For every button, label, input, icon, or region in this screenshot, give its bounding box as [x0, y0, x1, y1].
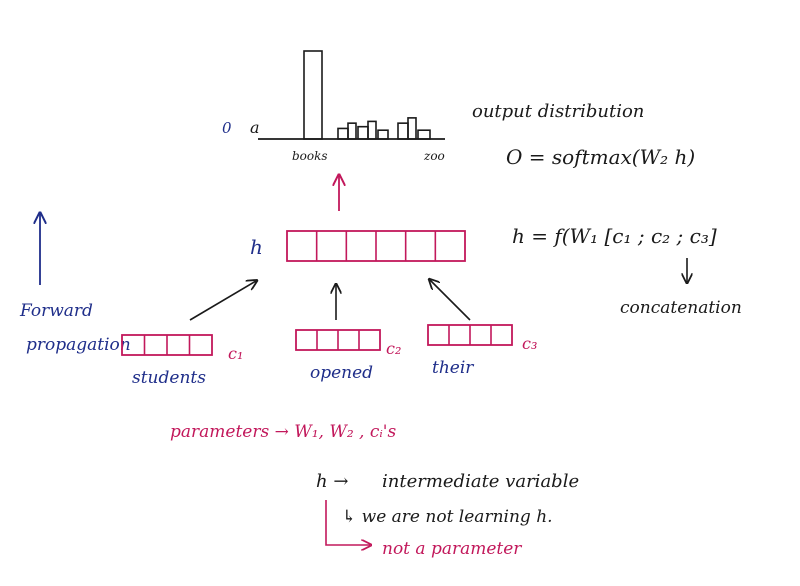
input-vector-label: c₁ — [228, 344, 244, 363]
histogram-books-label: books — [292, 149, 328, 163]
parameters-note: parameters → W₁, W₂ , cᵢ's — [170, 422, 397, 442]
softmax-equation: O = softmax(W₂ h) — [506, 145, 696, 169]
c3-to-hidden-arrow — [430, 280, 470, 320]
histogram-a-label: a — [250, 118, 260, 137]
concatenation-label: concatenation — [620, 298, 742, 318]
input-vector-3 — [428, 325, 537, 378]
hidden-vector — [287, 231, 465, 261]
input-vector-label: c₂ — [386, 339, 402, 358]
histogram-bar — [398, 123, 408, 139]
output-distribution-title: output distribution — [472, 101, 645, 122]
not-learning-note: ↳ we are not learning h. — [342, 507, 553, 527]
histogram-bars — [304, 51, 430, 139]
input-vector-2 — [296, 330, 401, 383]
input-word-label: opened — [310, 363, 374, 383]
input-vector-label: c₃ — [522, 334, 538, 353]
histogram-bar — [348, 123, 356, 139]
h-note-head: h → — [316, 471, 349, 492]
histogram-zoo-label: zoo — [424, 149, 445, 163]
input-vectors — [122, 325, 537, 388]
input-vector-1 — [122, 335, 243, 388]
output-histogram — [222, 51, 445, 163]
forward-label-line1: Forward — [20, 301, 93, 321]
histogram-bar — [338, 128, 348, 139]
c1-to-hidden-arrow — [190, 281, 256, 320]
histogram-bar — [418, 130, 430, 139]
hidden-equation: h = f(W₁ [c₁ ; c₂ ; c₃] — [512, 224, 717, 248]
input-word-label: students — [132, 368, 206, 388]
intermediate-variable-note: intermediate variable — [382, 471, 580, 492]
histogram-zero-label: 0 — [222, 119, 232, 137]
histogram-bar — [304, 51, 322, 139]
histogram-bar — [368, 121, 376, 139]
not-parameter-note: not a parameter — [382, 539, 522, 559]
histogram-bar — [378, 130, 388, 139]
input-word-label: their — [432, 358, 474, 378]
hidden-label: h — [250, 235, 263, 259]
histogram-bar — [358, 127, 368, 139]
histogram-bar — [408, 118, 416, 139]
forward-label-line2: propagation — [26, 335, 131, 355]
